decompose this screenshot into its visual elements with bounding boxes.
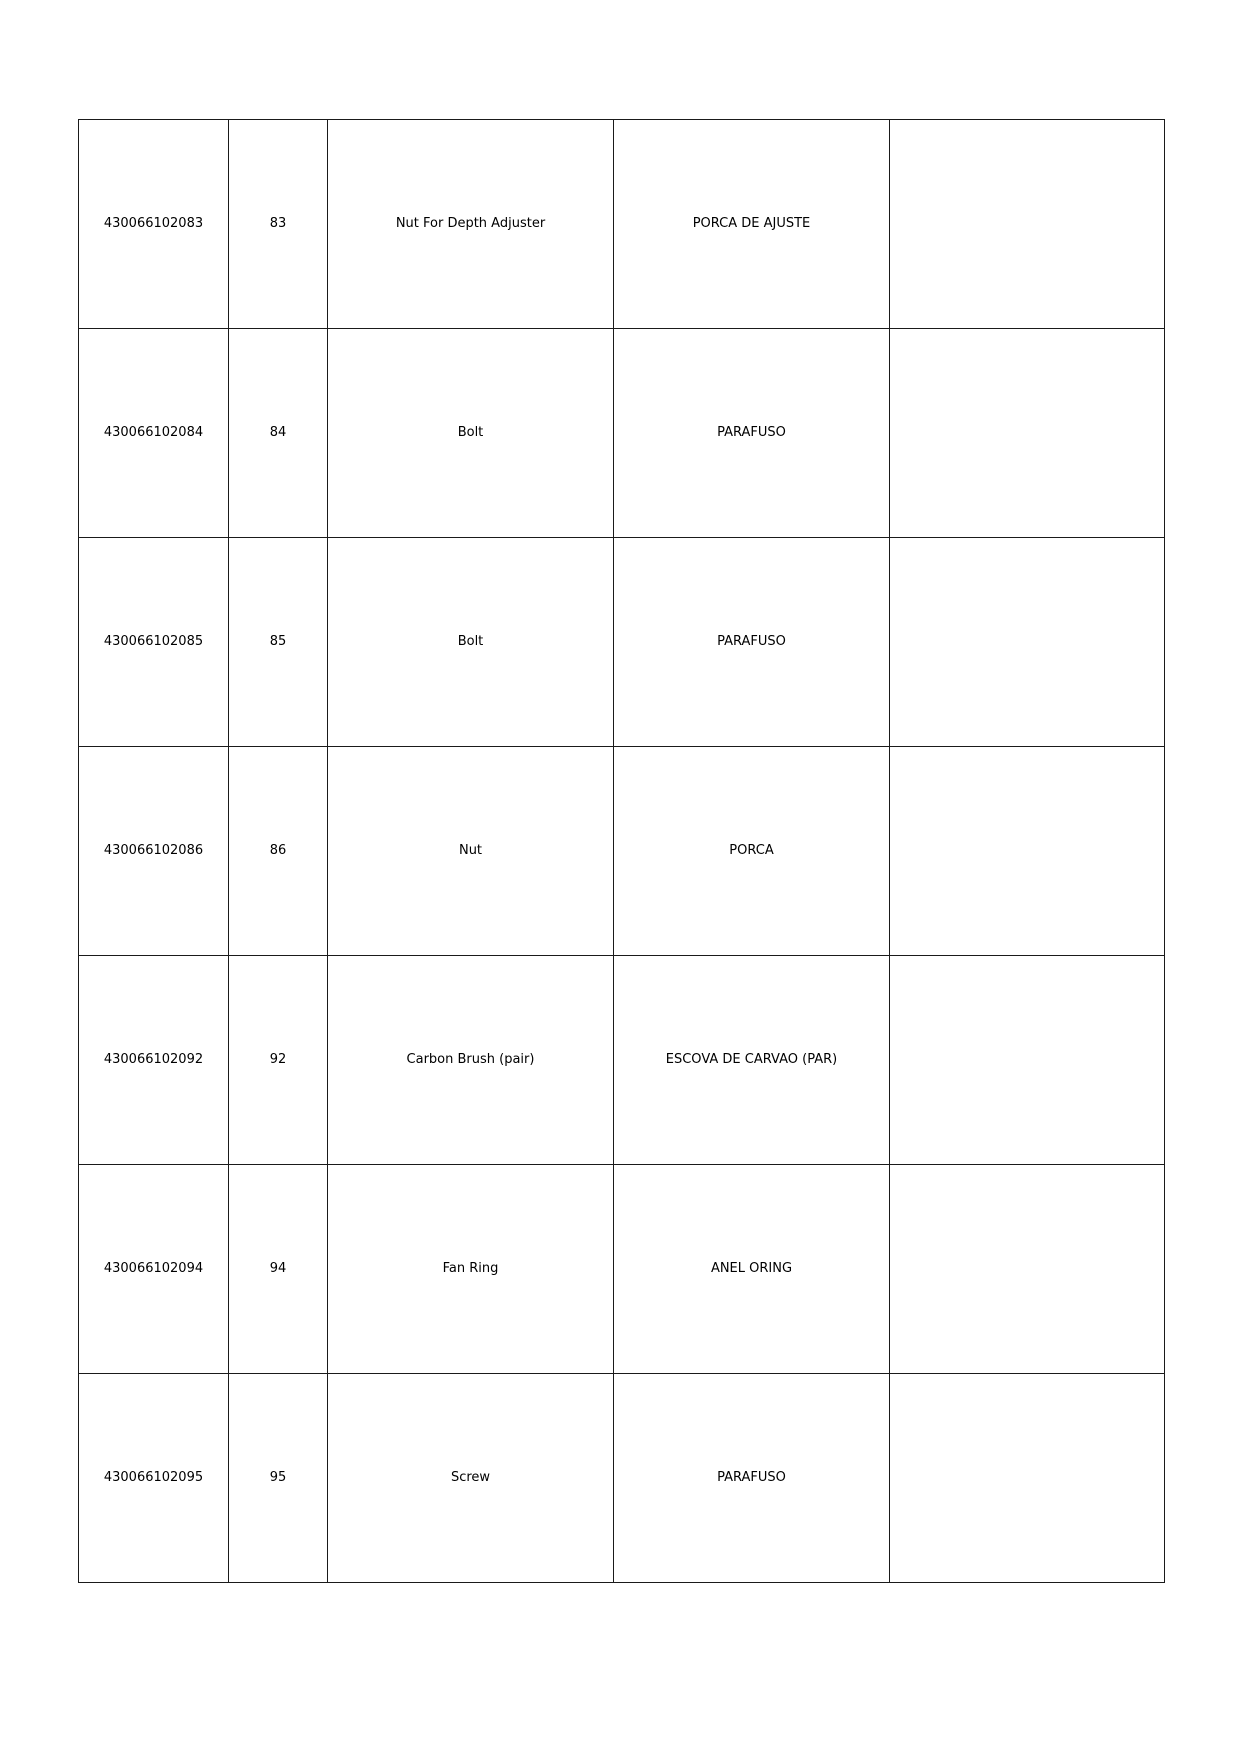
part-code-cell: 430066102084 — [79, 329, 229, 538]
empty-cell — [890, 956, 1165, 1165]
table-row — [79, 120, 1165, 329]
description-pt-cell: PARAFUSO — [614, 1374, 890, 1583]
description-en-cell: Fan Ring — [328, 1165, 614, 1374]
position-cell: 83 — [229, 120, 328, 329]
description-pt-cell: ESCOVA DE CARVAO (PAR) — [614, 956, 890, 1165]
position-cell: 86 — [229, 747, 328, 956]
description-en-cell: Screw — [328, 1374, 614, 1583]
description-en-cell: Carbon Brush (pair) — [328, 956, 614, 1165]
position-cell: 94 — [229, 1165, 328, 1374]
part-code-cell: 430066102085 — [79, 538, 229, 747]
part-code-cell: 430066102094 — [79, 1165, 229, 1374]
empty-cell — [890, 329, 1165, 538]
table-row — [79, 1165, 1165, 1374]
parts-table — [78, 119, 1165, 1583]
description-pt-cell: PORCA DE AJUSTE — [614, 120, 890, 329]
description-en-cell: Bolt — [328, 538, 614, 747]
position-cell: 92 — [229, 956, 328, 1165]
position-cell: 85 — [229, 538, 328, 747]
part-code-cell: 430066102083 — [79, 120, 229, 329]
empty-cell — [890, 747, 1165, 956]
empty-cell — [890, 1165, 1165, 1374]
description-en-cell: Nut — [328, 747, 614, 956]
description-pt-cell: PARAFUSO — [614, 538, 890, 747]
position-cell: 84 — [229, 329, 328, 538]
part-code-cell: 430066102086 — [79, 747, 229, 956]
empty-cell — [890, 538, 1165, 747]
position-cell: 95 — [229, 1374, 328, 1583]
description-pt-cell: PARAFUSO — [614, 329, 890, 538]
empty-cell — [890, 1374, 1165, 1583]
description-en-cell: Bolt — [328, 329, 614, 538]
table-row — [79, 747, 1165, 956]
table-row — [79, 1374, 1165, 1583]
description-en-cell: Nut For Depth Adjuster — [328, 120, 614, 329]
parts-table-body — [79, 120, 1165, 1583]
part-code-cell: 430066102092 — [79, 956, 229, 1165]
part-code-cell: 430066102095 — [79, 1374, 229, 1583]
description-pt-cell: PORCA — [614, 747, 890, 956]
table-row — [79, 956, 1165, 1165]
table-row — [79, 329, 1165, 538]
description-pt-cell: ANEL ORING — [614, 1165, 890, 1374]
empty-cell — [890, 120, 1165, 329]
table-row — [79, 538, 1165, 747]
